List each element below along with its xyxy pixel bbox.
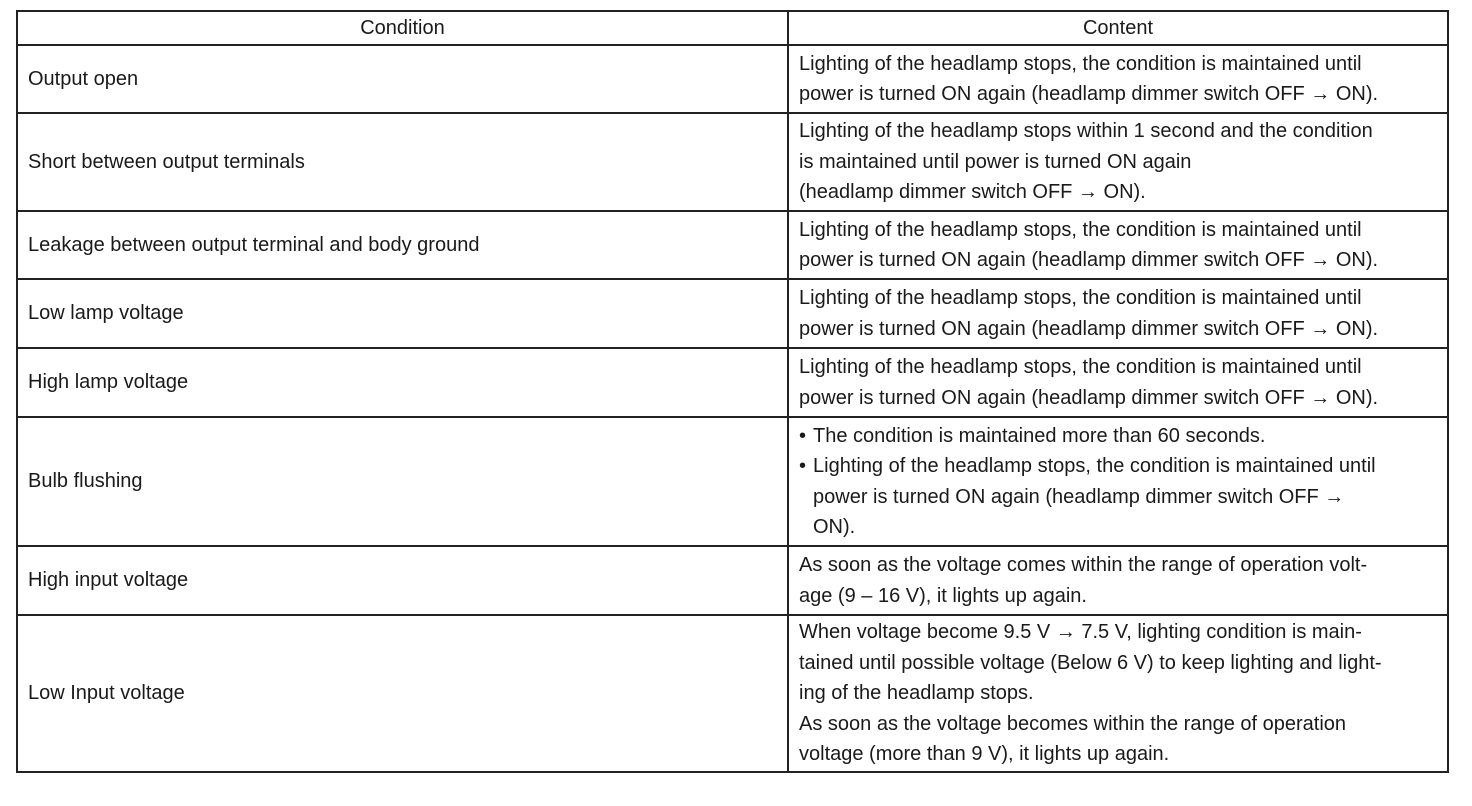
bullet-line: ON). <box>813 516 856 538</box>
table-row <box>17 279 1448 348</box>
content-line: tained until possible voltage (Below 6 V) to keep lighting and light- <box>799 651 1382 674</box>
content-line: Lighting of the headlamp stops, the condition is maintained until <box>799 52 1362 75</box>
content-cell <box>788 45 1448 113</box>
content-line: Lighting of the headlamp stops within 1 second and the condition <box>799 120 1373 143</box>
bullet-item <box>799 421 1437 452</box>
content-cell <box>788 417 1448 546</box>
content-cell <box>788 279 1448 348</box>
content-line: power is turned ON again (headlamp dimmer switch OFF → ON). <box>799 83 1379 105</box>
bullet-mark: • <box>799 455 807 477</box>
content-cell <box>788 546 1448 615</box>
condition-cell: High input voltage <box>17 546 788 615</box>
content-line: (headlamp dimmer switch OFF → ON). <box>799 181 1146 204</box>
condition-cell: Leakage between output terminal and body ground <box>17 211 788 279</box>
content-line: power is turned ON again (headlamp dimmer switch OFF → ON). <box>799 249 1379 271</box>
table-row <box>17 417 1448 546</box>
table-row <box>17 211 1448 279</box>
table-header-row <box>17 11 1448 45</box>
content-line: power is turned ON again (headlamp dimmer switch OFF → ON). <box>799 386 1379 409</box>
condition-cell: Bulb flushing <box>17 417 788 546</box>
content-line: When voltage become 9.5 V → 7.5 V, lighting condition is main- <box>799 621 1362 644</box>
table-row <box>17 348 1448 417</box>
content-line: power is turned ON again (headlamp dimmer switch OFF → ON). <box>799 317 1379 340</box>
table-row <box>17 45 1448 113</box>
bullet-line: Lighting of the headlamp stops, the condition is maintained until <box>813 455 1376 477</box>
condition-cell: Short between output terminals <box>17 113 788 211</box>
content-line: ing of the headlamp stops. <box>799 682 1034 705</box>
condition-content-table <box>16 10 1449 773</box>
content-line: age (9 – 16 V), it lights up again. <box>799 584 1087 607</box>
condition-cell: High lamp voltage <box>17 348 788 417</box>
content-line: As soon as the voltage comes within the range of operation volt- <box>799 554 1368 576</box>
bullet-line: The condition is maintained more than 60 seconds. <box>813 424 1266 447</box>
header-condition: Condition <box>17 11 788 45</box>
header-content: Content <box>788 11 1448 45</box>
table-row <box>17 546 1448 615</box>
content-line: Lighting of the headlamp stops, the condition is maintained until <box>799 356 1362 378</box>
content-line: Lighting of the headlamp stops, the condition is maintained until <box>799 218 1362 241</box>
table-row <box>17 113 1448 211</box>
condition-cell: Low lamp voltage <box>17 279 788 348</box>
condition-cell: Output open <box>17 45 788 113</box>
bullet-mark: • <box>799 424 807 447</box>
content-cell <box>788 211 1448 279</box>
table-row <box>17 615 1448 772</box>
content-cell <box>788 615 1448 772</box>
content-line: voltage (more than 9 V), it lights up again. <box>799 743 1170 766</box>
bullet-line: power is turned ON again (headlamp dimmer switch OFF → <box>813 485 1345 508</box>
content-cell <box>788 348 1448 417</box>
condition-cell: Low Input voltage <box>17 615 788 772</box>
bullet-item <box>799 451 1437 543</box>
content-line: Lighting of the headlamp stops, the condition is maintained until <box>799 287 1362 309</box>
content-line: is maintained until power is turned ON again <box>799 150 1192 173</box>
content-line: As soon as the voltage becomes within the range of operation <box>799 712 1347 735</box>
content-cell <box>788 113 1448 211</box>
